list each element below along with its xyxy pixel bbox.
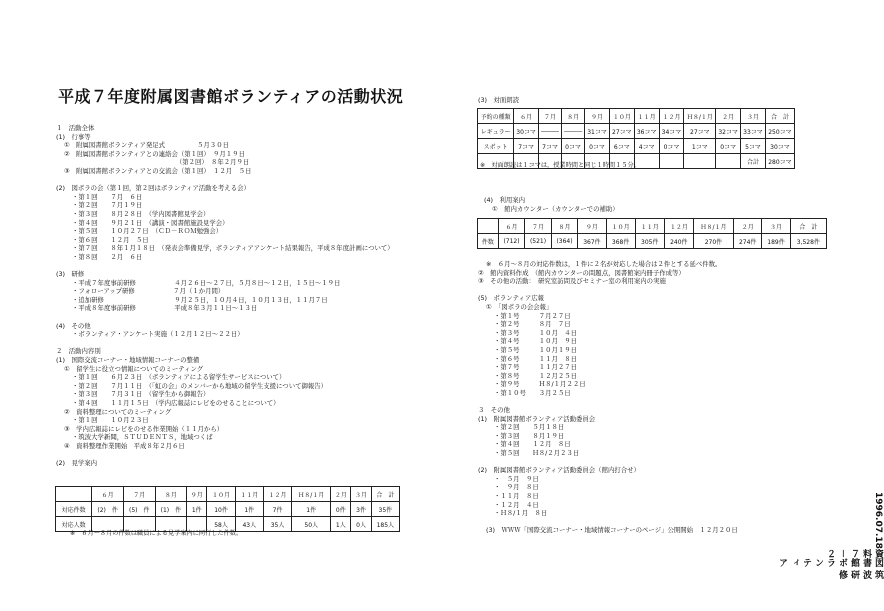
left-text-line: ・第４回 ９月２１日 （講演・図書館施設見学会） xyxy=(72,218,229,227)
table-cell: (521) xyxy=(525,234,552,249)
table-cell: (2) 件 xyxy=(92,502,124,517)
table-cell: 250コマ xyxy=(765,124,794,139)
table-cell: 30コマ xyxy=(514,124,539,139)
left-text-line: ・追加研修 ９月２５日，１０月４日，１０月１３日，１１月７日 xyxy=(72,295,328,304)
right-text-line: ・第９号 Ｈ８/１月２２日 xyxy=(494,380,586,389)
table-header-cell: Ｈ８/１月 xyxy=(693,219,733,234)
table-header-row xyxy=(56,487,400,502)
table-cell: 280コマ xyxy=(765,154,794,169)
table-cell: (364) xyxy=(551,234,578,249)
table-cell xyxy=(659,154,684,169)
table-cell: レギュラー xyxy=(478,124,514,139)
right-text-line: ・第７号 １１月２７日 xyxy=(494,363,578,372)
table-cell: 10件 xyxy=(207,502,235,517)
table-cell: 32コマ xyxy=(716,124,741,139)
guide-subheading: ① 館内カウンター（カウンターでの補助） xyxy=(492,205,619,213)
table-header-cell: ２月 xyxy=(716,109,741,124)
left-text-line: ・第３回 ７月３１日 （留学生から御報告） xyxy=(72,390,210,399)
table-cell: 30コマ xyxy=(765,139,794,154)
tour-row xyxy=(56,502,400,517)
left-text-line: ・ボランティア・アンケート実施（１２月１２日～２２日） xyxy=(72,330,244,339)
table-cell: 34コマ xyxy=(659,124,684,139)
right-text-line: ３ その他 xyxy=(478,406,510,415)
right-text-line: ・第５号 １０月１９日 xyxy=(494,345,578,354)
table-cell: 31コマ xyxy=(585,124,610,139)
left-text-line: ・筑波大学新聞，ＳＴＵＤＥＮＴＳ，地域つくば xyxy=(72,433,213,442)
table-cell xyxy=(716,154,741,169)
table-header-cell: ３月 xyxy=(351,487,371,502)
right-text-line: (5) ボランティア広報 xyxy=(478,294,545,303)
right-text-line: ・第１０号 ３月２５日 xyxy=(494,388,571,397)
table-cell: 0件 xyxy=(331,502,351,517)
right-text-line: ・第５回 Ｈ８/２月２３日 xyxy=(494,449,580,458)
table-cell: 1人 xyxy=(331,517,351,532)
left-text-line: ③ 附属図書館ボランティアとの交流会（第１回） １２月 ５日 xyxy=(64,166,252,175)
table-header-cell: ７月 xyxy=(525,219,552,234)
table-cell: (712) xyxy=(498,234,525,249)
right-text-line: ・第３回 ８月１９日 xyxy=(494,431,565,440)
table-header-cell: １１月 xyxy=(235,487,263,502)
table-header-cell: 合 計 xyxy=(371,487,399,502)
table-header-cell: １０月 xyxy=(609,109,634,124)
table-header-cell: Ｈ８/１月 xyxy=(684,109,716,124)
reading-note: ※ 対面朗読は１コマは，授業時間と同じ１時間１５分。 xyxy=(480,162,640,169)
right-text-line: ① 「図ボラの会会報」 xyxy=(486,302,553,311)
table-header-cell: ９月 xyxy=(585,109,610,124)
stamp-line: 筑 波 研 修 xyxy=(837,570,883,588)
table-cell xyxy=(684,154,716,169)
right-text-line: (2) 附属図書館ボランティア活動委員会（館内打合せ） xyxy=(478,466,640,475)
table-header-cell: 合 計 xyxy=(765,109,794,124)
table-header-cell: １１月 xyxy=(635,219,664,234)
right-text-line: (1) 附属図書館ボランティア活動委員会 xyxy=(478,414,596,423)
right-text-line: ・第６号 １１月 ８日 xyxy=(494,354,578,363)
guide-table xyxy=(477,218,827,249)
table-cell: 件数 xyxy=(478,234,499,249)
table-cell: 0コマ xyxy=(562,139,585,154)
table-header-cell: ８月 xyxy=(155,487,187,502)
left-text-line xyxy=(50,451,394,460)
right-text-line: ・ ９月 ８日 xyxy=(494,483,539,492)
table-header-cell: ８月 xyxy=(551,219,578,234)
table-header-cell: １２月 xyxy=(659,109,684,124)
table-cell: 305件 xyxy=(635,234,664,249)
table-header-cell: １２月 xyxy=(263,487,291,502)
table-cell: スポット xyxy=(478,139,514,154)
table-header-cell: ９月 xyxy=(578,219,606,234)
tour-table xyxy=(55,486,400,532)
table-header-cell: ３月 xyxy=(741,109,766,124)
left-text-line: ④ 資料整理作業開始 平成８年２月６日 xyxy=(64,441,185,450)
right-text-line: ・第１号 ７月２７日 xyxy=(494,311,571,320)
table-cell: 6コマ xyxy=(609,139,634,154)
table-header-cell: ７月 xyxy=(539,109,562,124)
left-text-line: ・第８回 ２月 ６日 xyxy=(72,252,143,261)
left-text-line: ・第１回 ７月 ６日 xyxy=(72,192,143,201)
left-text-line: (4) その他 xyxy=(56,321,91,330)
left-text-line: ・第２回 ７月１１日 （「虹の会」のメンバーから地域の留学生支援について御報告） xyxy=(72,381,328,390)
table-header-row xyxy=(478,109,795,124)
table-cell: 0コマ xyxy=(585,139,610,154)
left-text-line: １ 活動全体 xyxy=(56,124,95,132)
table-cell: 185人 xyxy=(371,517,399,532)
guide-row xyxy=(478,234,827,249)
table-cell: 1件 xyxy=(292,502,331,517)
table-cell: 270件 xyxy=(693,234,733,249)
table-cell: 35人 xyxy=(263,517,291,532)
right-text-line: ※ ６月～８月の対応件数は，１件に２名が対応した場合は２件とする延べ件数。 xyxy=(486,260,722,268)
left-text-line: (2) 図ボラの会（第１回，第２回はボランティア活動を考える会） xyxy=(56,184,250,193)
table-cell: 7コマ xyxy=(514,139,539,154)
right-text-line: ・第３号 １０月 ４日 xyxy=(494,328,578,337)
right-text-line: ・第２回 ５月１８日 xyxy=(494,423,565,432)
table-cell: 5コマ xyxy=(741,139,766,154)
stamp-line: 1996.07.18 xyxy=(873,492,883,549)
table-cell: 35件 xyxy=(371,502,399,517)
left-text-line: ・第６回 １２月 ５日 xyxy=(72,235,149,244)
left-text-line: (1) 行事等 xyxy=(56,132,91,141)
table-header-cell: Ｈ８/１月 xyxy=(292,487,331,502)
right-text-line: ③ その他の活動： 研究室訪問及びセミナー室の利用案内の実施 xyxy=(478,277,666,286)
right-text-line: ・１２月 ４日 xyxy=(494,500,539,509)
reading-heading: (3) 対面朗読 xyxy=(478,96,520,104)
table-cell: 58人 xyxy=(207,517,235,532)
right-text-line: ・第４回 １２月 ８日 xyxy=(494,440,571,449)
tour-note: ※ ６月～８月の件数は職員による見学案内に同行した件数。 xyxy=(70,530,243,537)
table-header-row xyxy=(478,219,827,234)
page-title: 平成７年度附属図書館ボランティアの活動状況 xyxy=(58,87,404,106)
right-column xyxy=(472,260,738,535)
right-text-line: ・第４号 １０月 ９日 xyxy=(494,337,578,346)
table-header-cell: ２月 xyxy=(331,487,351,502)
right-text-line: ② 館内資料作成 （館内カウンターの問題点，図書館案内冊子作成等） xyxy=(478,268,685,277)
guide-heading: (4) 利用案内 xyxy=(484,196,526,204)
table-cell: (5) 件 xyxy=(123,502,155,517)
table-cell: 27コマ xyxy=(609,124,634,139)
table-header-cell: ８月 xyxy=(562,109,585,124)
table-cell: 対応件数 xyxy=(56,502,92,517)
table-cell: 3件 xyxy=(351,502,371,517)
table-header-cell xyxy=(478,219,499,234)
left-text-line: (2) 見学案内 xyxy=(56,459,98,468)
left-text-line: ・平成８年度事前研修 平成８年３月１１日～１３日 xyxy=(72,304,258,313)
table-header-cell xyxy=(56,487,92,502)
left-text-line: ・平成７年度事前研修 ４月２６日～２７日，５月８日～１２日，１５日～１９日 xyxy=(72,278,341,287)
table-cell: 0コマ xyxy=(716,139,741,154)
left-text-line: （第２回） ８年２月９日 xyxy=(64,158,250,167)
table-header-cell: ２月 xyxy=(734,219,762,234)
table-cell: 0コマ xyxy=(659,139,684,154)
table-header-cell: ７月 xyxy=(123,487,155,502)
left-text-line: ・第２回 ７月１９日 xyxy=(72,201,143,210)
left-column xyxy=(50,124,394,468)
table-cell: 1件 xyxy=(187,502,207,517)
table-cell: 274件 xyxy=(734,234,762,249)
table-cell: 33コマ xyxy=(741,124,766,139)
table-header-cell: ６月 xyxy=(92,487,124,502)
table-header-cell: ３月 xyxy=(762,219,790,234)
left-text-line: (3) 研修 xyxy=(56,270,85,279)
stamp-line: 資料７－２ xyxy=(825,548,883,558)
stamp-block xyxy=(776,492,884,588)
left-text-line: ① 附属図書館ボランティア発足式 ５月３０日 xyxy=(64,141,229,150)
table-cell: (1) 件 xyxy=(155,502,187,517)
right-text-line: ・第８号 １２月２５日 xyxy=(494,371,578,380)
table-header-cell: １０月 xyxy=(606,219,635,234)
table-header-cell: 予約の種類 xyxy=(478,109,514,124)
table-cell: ――― xyxy=(539,124,562,139)
table-header-cell: １２月 xyxy=(664,219,693,234)
table-cell: 50人 xyxy=(292,517,331,532)
left-text-line: ・第３回 ８月２８日 （学内図書館見学会） xyxy=(72,209,210,218)
left-text-line: ・第１回 ６月２３日 （ボランティアによる留学生サービスについて） xyxy=(72,373,286,382)
table-header-cell: ６月 xyxy=(514,109,539,124)
reading-row xyxy=(478,139,795,154)
table-cell: 367件 xyxy=(578,234,606,249)
table-cell: 合計 xyxy=(741,154,766,169)
right-text-line xyxy=(472,458,738,467)
left-text-line: (1) 国際交流コーナー・地域情報コーナーの整備 xyxy=(56,356,200,365)
right-text-line: ・１１月 ８日 xyxy=(494,492,539,501)
left-text-line: ・第５回 １０月２７日 （ＣＤ－ＲＯＭ勉強会） xyxy=(72,227,223,236)
left-text-line: ２ 活動内容別 xyxy=(56,347,101,356)
left-text-line: ・フォローアップ研修 ７月（１か月間） xyxy=(72,287,225,296)
left-text-line xyxy=(50,262,394,271)
table-cell: 43人 xyxy=(235,517,263,532)
left-text-line: ② 資料整理についてのミーティング xyxy=(64,407,172,416)
table-cell: 1件 xyxy=(235,502,263,517)
right-text-line: ・第２号 ８月 ７日 xyxy=(494,320,571,329)
table-cell: ――― xyxy=(562,124,585,139)
table-cell: 7コマ xyxy=(539,139,562,154)
table-cell: 1コマ xyxy=(684,139,716,154)
left-text-line: ① 留学生に役立つ情報についてのミーティング xyxy=(64,364,204,373)
right-text-line xyxy=(472,398,738,407)
table-cell: 7件 xyxy=(263,502,291,517)
right-text-line: (3) ＷＷＷ「国際交流コーナー・地域情報コーナーのページ」公開開始 １２月２０日 xyxy=(486,526,738,535)
table-cell: 対応人数 xyxy=(56,517,92,532)
reading-row xyxy=(478,124,795,139)
table-header-cell: １０月 xyxy=(207,487,235,502)
left-text-line: ・第１回 １０月２３日 xyxy=(72,416,149,425)
table-cell: 4コマ xyxy=(634,139,659,154)
left-text-line: ② 附属図書館ボランティアとの連絡会（第１回） ９月１９日 xyxy=(64,149,245,158)
left-text-line: ・第４回 １１月１５日 （学内広報誌にレビをのせることについて） xyxy=(72,399,280,407)
table-header-cell: １１月 xyxy=(634,109,659,124)
left-text-line: ③ 学内広報誌にレビをのせる作業開始（１１月から） xyxy=(64,424,224,433)
stamp-line: 図書館ボランティア xyxy=(777,557,883,567)
left-text-line xyxy=(50,339,394,348)
right-text-line: ・ ５月 ９日 xyxy=(494,474,539,483)
table-cell: 27コマ xyxy=(684,124,716,139)
table-cell: 0人 xyxy=(351,517,371,532)
table-header-cell: ９月 xyxy=(187,487,207,502)
right-text-line: ・Ｈ８/１月 ８日 xyxy=(494,509,548,518)
table-cell: 36コマ xyxy=(634,124,659,139)
table-cell: 240件 xyxy=(664,234,693,249)
table-cell: 368件 xyxy=(606,234,635,249)
table-header-cell: 合 計 xyxy=(790,219,826,234)
table-cell: 189件 xyxy=(762,234,790,249)
left-text-line: ・第７回 ８年１月１８日 （発表会準備見学，ボランティアアンケート結果報告，平成８年度計画について） xyxy=(72,244,394,253)
table-cell: 3,528件 xyxy=(790,234,826,249)
table-header-cell: ６月 xyxy=(498,219,525,234)
left-text-line xyxy=(50,176,394,185)
left-text-line xyxy=(50,313,394,322)
